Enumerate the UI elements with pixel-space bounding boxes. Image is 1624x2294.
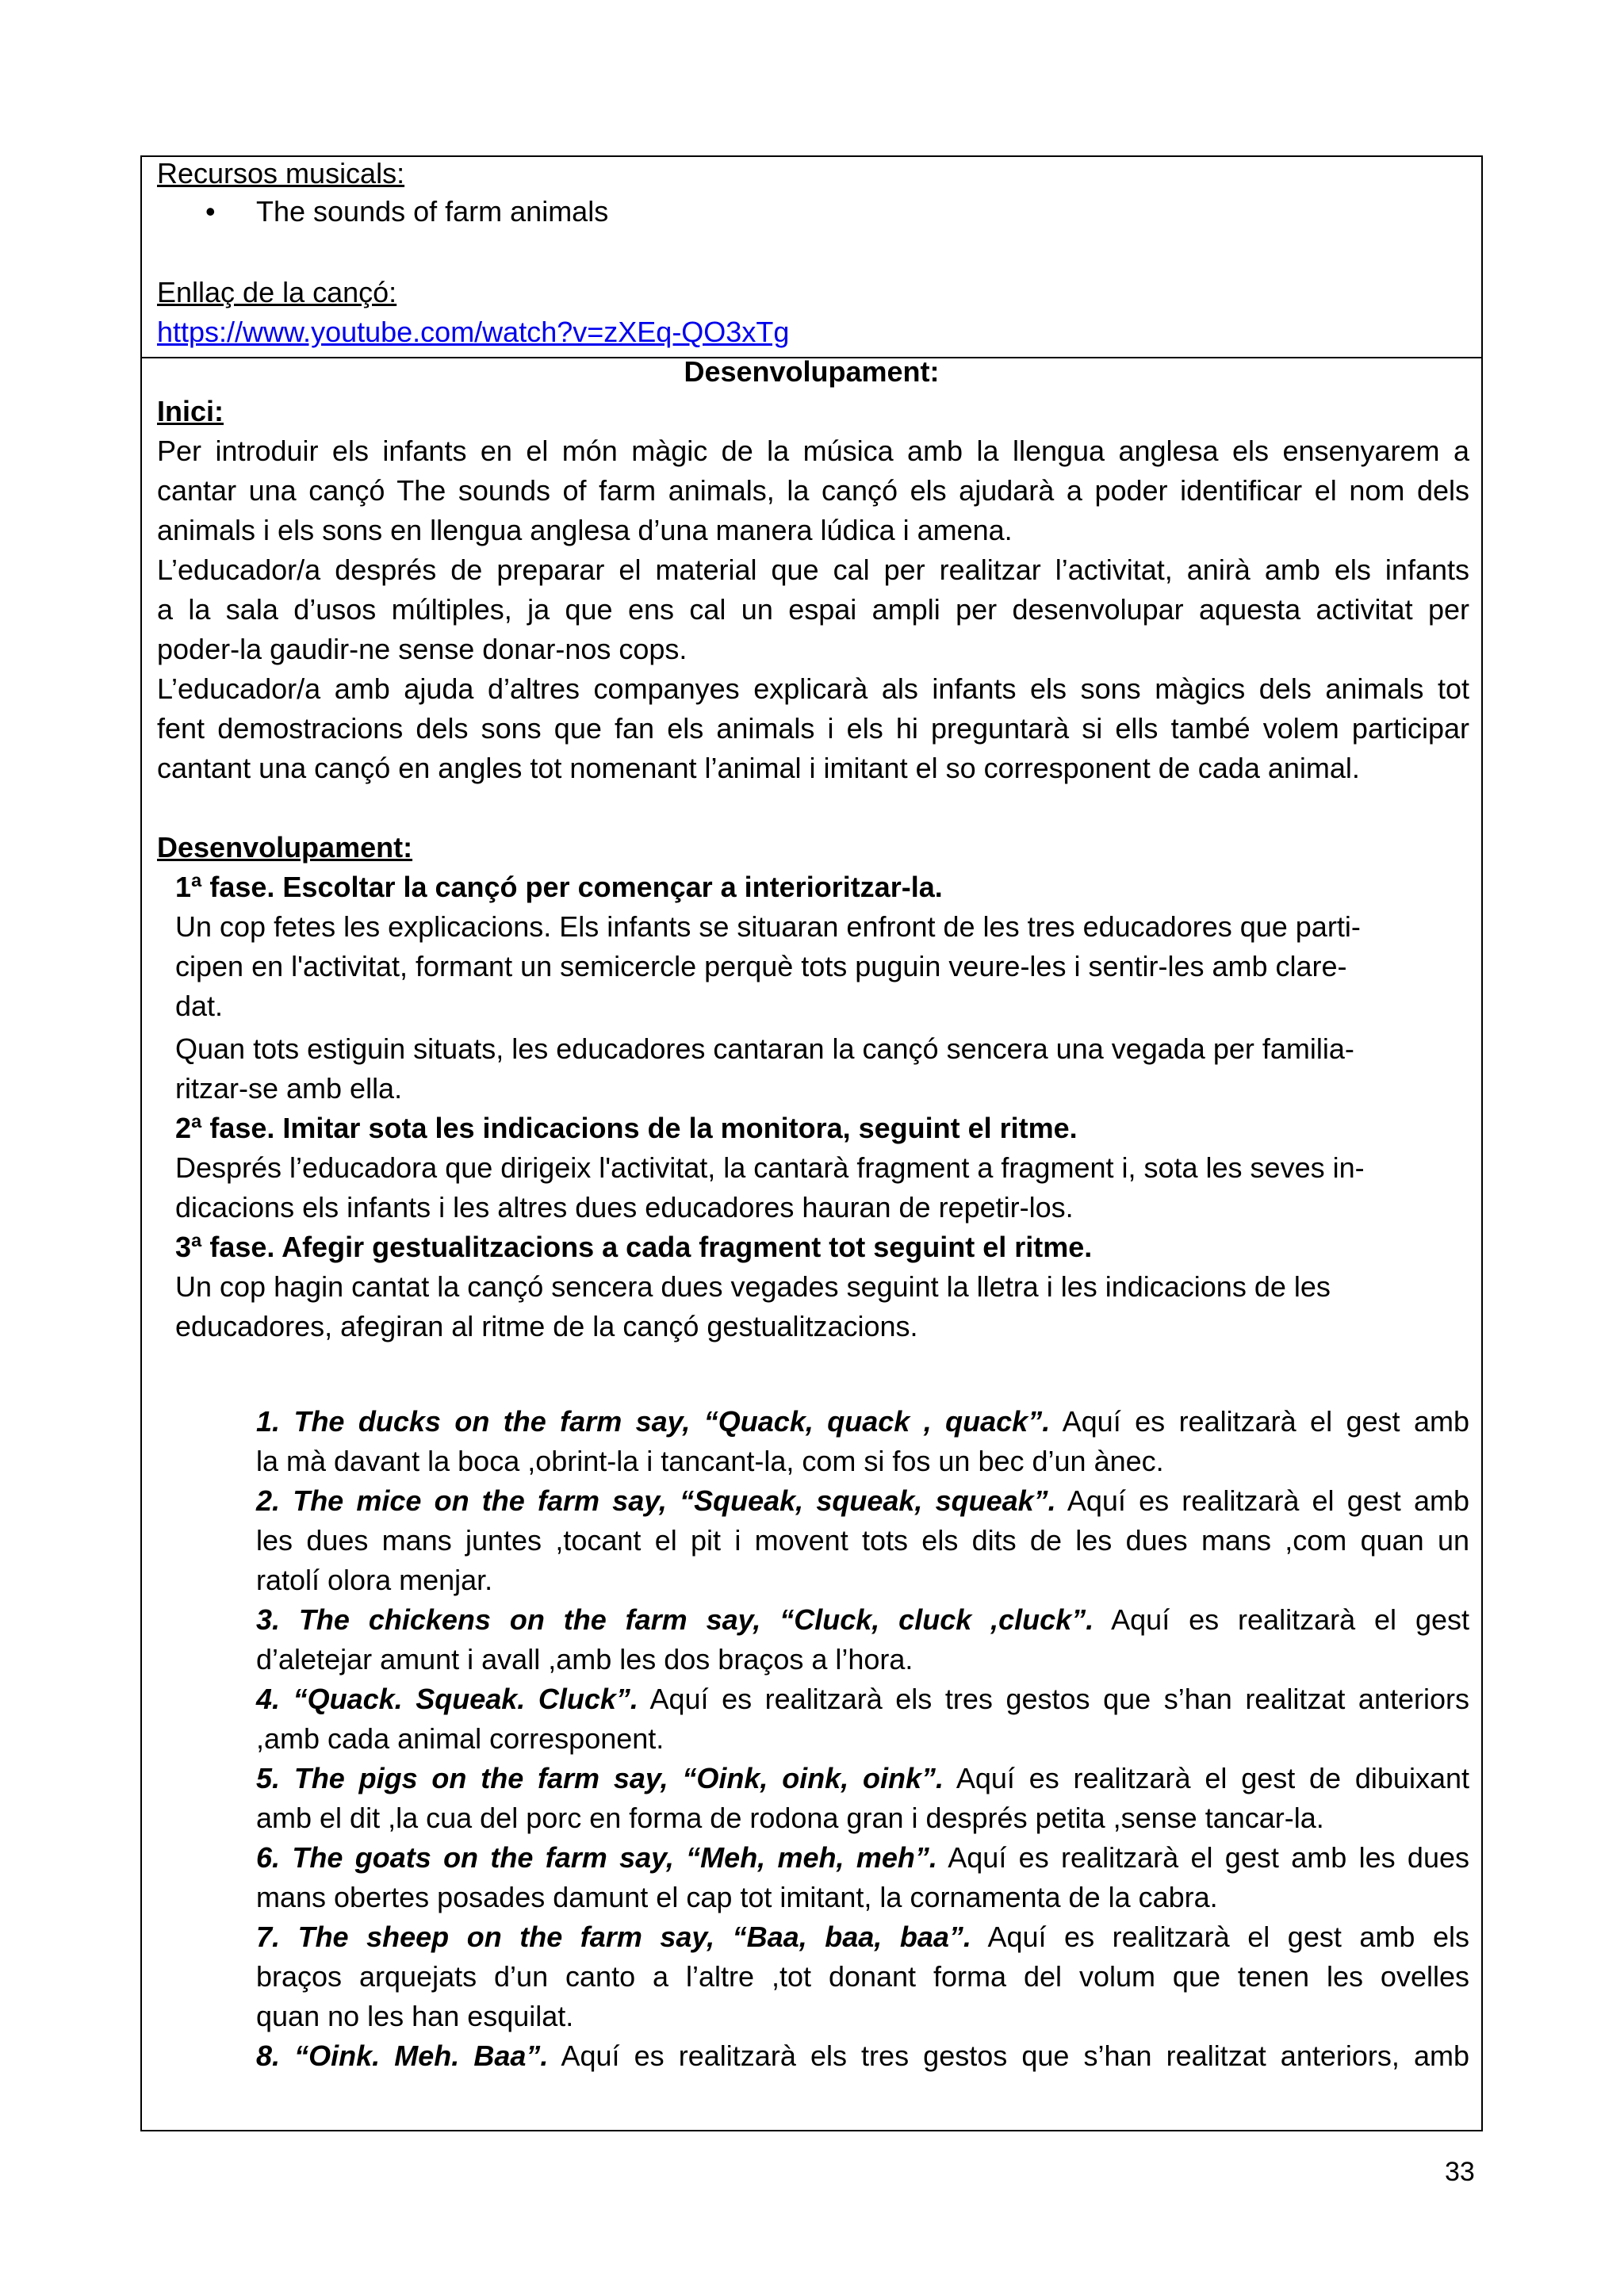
song-item-first-line [256,1600,1469,1640]
song-item [256,1600,1469,1679]
song-link-label: Enllaç de la cançó: [157,276,397,308]
song-item-first-line [256,2036,1469,2076]
song-item-line: amb el dit ,la cua del porc en forma de rodona gran i després petita ,sense tancar-la. [256,1802,1324,1834]
song-item [256,1759,1469,1838]
song-item-lyric: 8. “Oink. Meh. Baa”. [256,2039,549,2072]
song-item-line: d’aletejar amunt i avall ,amb les dos braços a l’hora. [256,1643,914,1676]
inici-line: a la sala d’usos múltiples, ja que ens cal un espai ampli per desenvolupar aquesta activitat per [157,593,1469,626]
song-item-line: la mà davant la boca ,obrint-la i tancant-la, com si fos un bec d’un ànec. [256,1445,1164,1477]
song-item-text: Aquí es realitzarà el gest amb les dues [936,1841,1469,1874]
section-title: Desenvolupament: [684,355,940,388]
bullet-icon: • [205,195,216,228]
phase-2-heading: 2ª fase. Imitar sota les indicacions de la monitora, seguint el ritme. [175,1112,1078,1144]
song-item [256,1481,1469,1600]
inici-line: cantant una cançó en angles tot nomenant l’animal i imitant el so corresponent de cada animal. [157,752,1360,784]
phase-1-line: Un cop fetes les explicacions. Els infants se situaran enfront de les tres educadores que parti- [175,910,1361,943]
song-item-text: Aquí es realitzarà el gest amb [1050,1405,1469,1438]
song-item-text: Aquí es realitzarà el gest de dibuixant [944,1762,1469,1794]
song-item-list [256,1402,1469,2076]
inici-line: cantar una cançó The sounds of farm animals, la cançó els ajudarà a poder identificar el nom dels [157,474,1469,507]
song-item-text: Aquí es realitzarà el gest amb [1055,1484,1469,1517]
song-item-text: Aquí es realitzarà els tres gestos que s’han realitzat anteriors, amb [548,2039,1470,2072]
song-item-line: braços arquejats d’un canto a l’altre ,tot donant forma del volum que tenen les ovelles [256,1960,1469,1993]
song-item-first-line [256,1679,1469,1719]
content-table [140,155,1483,2131]
song-item-line: ratolí olora menjar. [256,1564,493,1596]
song-item [256,1679,1469,1759]
song-item-lyric: 7. The sheep on the farm say, “Baa, baa, baa”. [256,1921,971,1953]
phase-2-paragraph [175,1148,1365,1227]
song-item [256,2036,1469,2076]
song-item-lyric: 6. The goats on the farm say, “Meh, meh, meh”. [256,1841,937,1874]
song-item-lyric: 3. The chickens on the farm say, “Cluck, cluck ,cluck”. [256,1603,1094,1636]
song-item-lyric: 5. The pigs on the farm say, “Oink, oink, oink”. [256,1762,944,1794]
song-item-first-line [256,1481,1469,1521]
inici-line: poder-la gaudir-ne sense donar-nos cops. [157,633,688,665]
inici-line: fent demostracions dels sons que fan els animals i els hi preguntarà si ells també volem participar [157,712,1469,745]
inici-line: animals i els sons en llengua anglesa d’una manera lúdica i amena. [157,514,1013,546]
phase-2-line: dicacions els infants i les altres dues educadores hauran de repetir-los. [175,1191,1074,1224]
song-item-first-line [256,1838,1469,1878]
phase-3-paragraph [175,1267,1331,1346]
song-link[interactable]: https://www.youtube.com/watch?v=zXEq-QO3xTg [157,316,790,348]
song-item [256,1402,1469,1481]
phase-1-line: cipen en l'activitat, formant un semicercle perquè tots puguin veure-les i sentir-les amb clare- [175,950,1347,982]
inici-line: Per introduir els infants en el món màgic de la música amb la llengua anglesa els ensenyarem a [157,435,1469,467]
song-item-text: Aquí es realitzarà els tres gestos que s’han realitzat anteriors [638,1683,1469,1715]
song-item-lyric: 2. The mice on the farm say, “Squeak, squeak, squeak”. [256,1484,1056,1517]
song-item-lyric: 1. The ducks on the farm say, “Quack, quack , quack”. [256,1405,1051,1438]
recursos-heading: Recursos musicals: [157,157,405,190]
desenvolupament-subheading: Desenvolupament: [157,831,413,864]
phase-1-paragraph [175,907,1361,1026]
inici-paragraph [157,431,1469,788]
phase-2-line: Després l’educadora que dirigeix l'activitat, la cantarà fragment a fragment i, sota les seves in- [175,1151,1365,1184]
song-item-line: les dues mans juntes ,tocant el pit i movent tots els dits de les dues mans ,com quan un [256,1524,1469,1557]
phase-1b-line: Quan tots estiguin situats, les educadores cantaran la cançó sencera una vegada per familia- [175,1032,1354,1065]
page-number: 33 [1445,2157,1475,2187]
phase-1-line: dat. [175,990,224,1022]
song-item-first-line [256,1402,1469,1442]
song-item-first-line [256,1917,1469,1957]
inici-heading: Inici: [157,395,224,427]
song-item-line: quan no les han esquilat. [256,2000,574,2032]
bullet-item: The sounds of farm animals [256,195,609,228]
inici-line: L’educador/a després de preparar el material que cal per realitzar l’activitat, anirà amb els infants [157,553,1469,586]
phase-3-heading: 3ª fase. Afegir gestualitzacions a cada fragment tot seguint el ritme. [175,1231,1093,1263]
phase-3-line: educadores, afegiran al ritme de la cançó gestualitzacions. [175,1310,918,1342]
phase-1-heading: 1ª fase. Escoltar la cançó per començar a interioritzar-la. [175,871,943,903]
song-item-line: ,amb cada animal corresponent. [256,1722,665,1755]
song-item-text: Aquí es realitzarà el gest [1094,1603,1469,1636]
phase-3-line: Un cop hagin cantat la cançó sencera dues vegades seguint la lletra i les indicacions de les [175,1270,1331,1303]
song-item [256,1917,1469,2036]
inici-line: L’educador/a amb ajuda d’altres companyes explicarà als infants els sons màgics dels animals tot [157,672,1469,705]
phase-1b-paragraph [175,1029,1354,1109]
song-item-text: Aquí es realitzarà el gest amb els [971,1921,1469,1953]
phase-1b-line: ritzar-se amb ella. [175,1072,403,1105]
song-item-first-line [256,1759,1469,1798]
song-item-lyric: 4. “Quack. Squeak. Cluck”. [256,1683,638,1715]
song-item-line: mans obertes posades damunt el cap tot imitant, la cornamenta de la cabra. [256,1881,1218,1913]
song-item [256,1838,1469,1917]
